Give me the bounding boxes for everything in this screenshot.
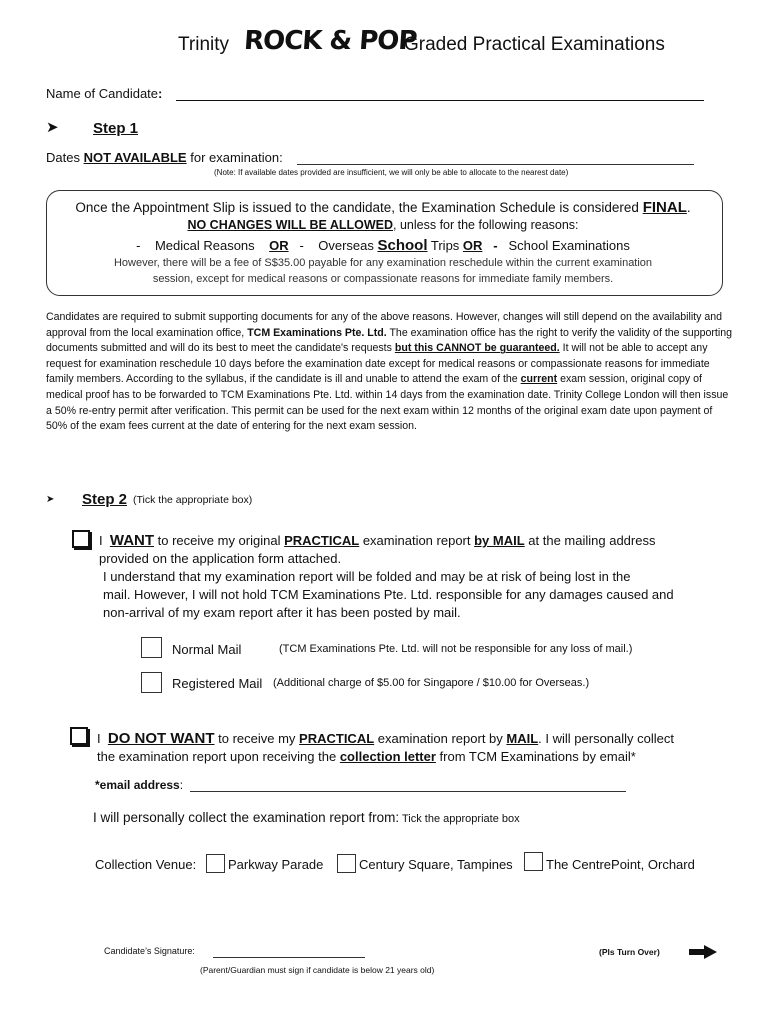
turn-over-text: (Pls Turn Over) bbox=[599, 947, 660, 957]
para-part-3: It will not be able to accept any request for examination reschedule 10 days before the examination date except for medical reasons or compassionate reasons for immediate family members. According to the syllabus, if the candidate is ill and unable to attend the exam of the bbox=[46, 342, 710, 386]
candidate-name-field[interactable] bbox=[176, 86, 704, 101]
want-line-3: I understand that my examination report will be folded and may be at risk of being lost in the bbox=[103, 569, 631, 584]
signature-field[interactable] bbox=[213, 946, 365, 958]
want-line-2: provided on the application form attached. bbox=[99, 551, 342, 566]
dates-prefix: Dates bbox=[46, 150, 84, 165]
registered-mail-note: (Additional charge of $5.00 for Singapore / $10.00 for Overseas.) bbox=[273, 677, 590, 689]
practical-text: PRACTICAL bbox=[284, 533, 360, 548]
want-a: to receive my original bbox=[154, 533, 285, 548]
notwant-line-2 bbox=[97, 749, 636, 764]
box-line1-end: . bbox=[686, 200, 691, 215]
email-label bbox=[95, 778, 183, 792]
current-text: current bbox=[520, 373, 558, 386]
dash-2: - bbox=[299, 238, 304, 253]
or-text-1: OR bbox=[269, 238, 289, 253]
dates-suffix: for examination: bbox=[186, 150, 283, 165]
normal-mail-checkbox[interactable] bbox=[141, 637, 162, 658]
email-label-text: *email address bbox=[95, 778, 180, 792]
do-not-want-text: DO NOT WANT bbox=[107, 730, 215, 747]
want-line-1 bbox=[99, 532, 655, 549]
registered-mail-label: Registered Mail bbox=[172, 676, 263, 691]
venue-parkway-label: Parkway Parade bbox=[228, 857, 324, 872]
dates-label bbox=[46, 150, 283, 165]
want-line-4: mail. However, I will not hold TCM Examinations Pte. Ltd. responsible for any damages caused and bbox=[103, 587, 674, 602]
want-mail-checkbox[interactable] bbox=[72, 530, 90, 548]
para-part-2: The examination office has the right to verify the validity of the supporting documents submitted and will do its best to meet the candidate's requests bbox=[46, 326, 732, 355]
collect-line-text: I will personally collect the examination report from: bbox=[93, 810, 400, 825]
box-line-4: However, there will be a fee of S$35.00 payable for any examination reschedule within the current examination bbox=[113, 257, 653, 269]
rock-pop-logo: ROCK & POP bbox=[242, 26, 418, 56]
collect-hint: Tick the appropriate box bbox=[399, 813, 520, 825]
venue-centrepoint-label: The CentrePoint, Orchard bbox=[546, 857, 695, 872]
notwant-a: to receive my bbox=[214, 731, 300, 746]
notwant-b: examination report by bbox=[374, 731, 507, 746]
overseas-text: Overseas bbox=[318, 238, 378, 253]
medical-reasons-text: Medical Reasons bbox=[154, 238, 255, 253]
venue-parkway-checkbox[interactable] bbox=[206, 854, 225, 873]
not-available-text: NOT AVAILABLE bbox=[83, 150, 187, 165]
dates-note: (Note: If available dates provided are insufficient, we will only be able to allocate to the nearest date) bbox=[214, 168, 569, 177]
box-line1-text: Once the Appointment Slip is issued to the candidate, the Examination Schedule is considered bbox=[75, 200, 643, 215]
dash-1: - bbox=[136, 238, 141, 253]
not-guaranteed-text: but this CANNOT be guaranteed. bbox=[394, 342, 560, 355]
no-changes-text: NO CHANGES WILL BE ALLOWED bbox=[187, 218, 394, 232]
normal-mail-note: (TCM Examinations Pte. Ltd. will not be responsible for any loss of mail.) bbox=[279, 643, 633, 655]
venue-centrepoint-checkbox[interactable] bbox=[524, 852, 543, 871]
trips-text: Trips bbox=[427, 238, 463, 253]
step2-title: Step 2 bbox=[82, 491, 128, 508]
normal-mail-label: Normal Mail bbox=[172, 642, 242, 657]
box-line-2 bbox=[53, 218, 713, 232]
email-field[interactable] bbox=[190, 778, 626, 792]
registered-mail-checkbox[interactable] bbox=[141, 672, 162, 693]
want-b: examination report bbox=[359, 533, 475, 548]
email-colon: : bbox=[179, 778, 184, 792]
want-line-5: non-arrival of my exam report after it has been posted by mail. bbox=[103, 605, 461, 620]
para-part-1: Candidates are required to submit supporting documents for any of the above reasons. However, changes will still depend on the availability and approval from the local examination office, bbox=[46, 311, 723, 339]
mail-text: MAIL bbox=[506, 731, 539, 746]
dates-field[interactable] bbox=[297, 150, 694, 165]
right-arrow-icon bbox=[689, 945, 717, 959]
header-title: Graded Practical Examinations bbox=[404, 34, 665, 55]
want-i: I bbox=[99, 533, 103, 548]
candidate-label-text: Name of Candidate bbox=[46, 86, 159, 101]
box-line-1 bbox=[53, 199, 713, 216]
candidate-name-label bbox=[46, 86, 162, 101]
arrow-bullet-icon: ➤ bbox=[46, 119, 59, 136]
practical-text: PRACTICAL bbox=[299, 731, 375, 746]
box-line2-rest: , unless for the following reasons: bbox=[393, 218, 579, 232]
collection-letter-text: collection letter bbox=[339, 749, 436, 764]
supporting-docs-paragraph bbox=[46, 310, 736, 435]
page-header bbox=[0, 26, 770, 60]
box-line-3 bbox=[53, 237, 713, 254]
notwant-line2a: the examination report upon receiving the bbox=[97, 749, 340, 764]
venue-century-label: Century Square, Tampines bbox=[359, 857, 513, 872]
school-text: School bbox=[377, 237, 428, 254]
school-exams-text: School Examinations bbox=[508, 238, 630, 253]
dash-3: - bbox=[493, 238, 498, 253]
guardian-note: (Parent/Guardian must sign if candidate is below 21 years old) bbox=[200, 965, 435, 975]
notwant-i: I bbox=[97, 731, 101, 746]
box-line-5: session, except for medical reasons or compassionate reasons for immediate family members. bbox=[152, 273, 614, 285]
candidate-colon: : bbox=[158, 86, 163, 101]
notwant-line-1 bbox=[97, 730, 674, 747]
final-text: FINAL bbox=[642, 199, 687, 216]
signature-label: Candidate’s Signature: bbox=[104, 946, 195, 956]
notwant-c: . I will personally collect bbox=[538, 731, 674, 746]
venue-century-checkbox[interactable] bbox=[337, 854, 356, 873]
para-part-4: exam session, original copy of medical proof has to be forwarded to TCM Examinations Pte. Ltd. within 14 days from the examination date. Trinity College London will then issue a 50% re-entry permit after verification. This permit can be used for the next exam within 12 months of the original exam date upon payment of 50% of the exam fees current at the date of entering for the next exam session. bbox=[46, 373, 729, 433]
do-not-want-checkbox[interactable] bbox=[70, 727, 88, 745]
collect-line bbox=[93, 810, 520, 825]
step1-title: Step 1 bbox=[93, 120, 139, 137]
or-text-2: OR bbox=[462, 238, 483, 253]
header-trinity: Trinity bbox=[178, 34, 230, 55]
arrow-bullet-icon: ➤ bbox=[46, 494, 55, 505]
want-c: at the mailing address bbox=[524, 533, 656, 548]
step2-hint: (Tick the appropriate box) bbox=[133, 494, 253, 506]
notwant-line2b: from TCM Examinations by email* bbox=[435, 749, 636, 764]
tcm-name: TCM Examinations Pte. Ltd. bbox=[247, 326, 387, 339]
collection-venue-label: Collection Venue: bbox=[95, 857, 197, 872]
by-mail-text: by MAIL bbox=[474, 533, 525, 548]
want-text: WANT bbox=[109, 532, 155, 549]
